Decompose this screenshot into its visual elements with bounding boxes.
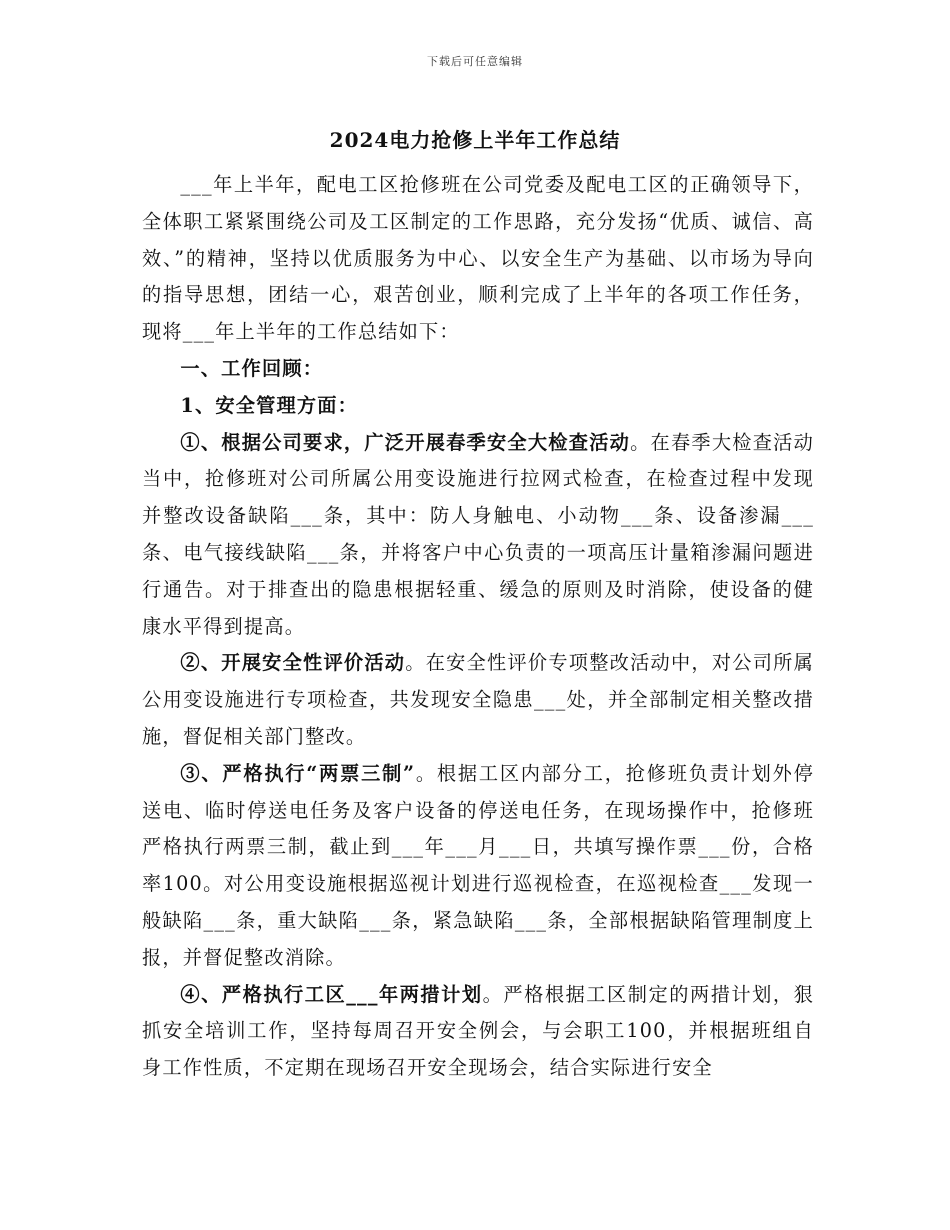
item-text: 。严格根据工区制定的两措计划，狠抓安全培训工作，坚持每周召开安全例会，与会职工100，并根据班组自身工作性质，不定期在现场召开安全现场会，结合实际进行安全 (142, 982, 815, 1080)
item-paragraph (142, 756, 814, 977)
document-body (142, 167, 814, 1087)
subsection-heading: 1、安全管理方面： (180, 393, 359, 417)
item-lead: ④、严格执行工区___年两措计划 (180, 982, 483, 1006)
section-heading: 一、工作回顾： (180, 356, 324, 380)
item-lead: ①、根据公司要求，广泛开展春季安全大检查活动 (180, 430, 631, 454)
item-paragraph (142, 977, 814, 1087)
item-lead: ②、开展安全性评价活动 (180, 651, 406, 675)
item-text: 。根据工区内部分工，抢修班负责计划外停送电、临时停送电任务及客户设备的停送电任务，在现场操作中，抢修班严格执行两票三制，截止到___年___月___日，共填写操作票___份，合格率100。对公用变设施根据巡视计划进行巡视检查，在巡视检查___发现一般缺陷___条，重大缺陷___条，紧急缺陷___条，全部根据缺陷管理制度上报，并督促整改消除。 (142, 761, 814, 969)
document-title: 2024电力抢修上半年工作总结 (329, 128, 621, 152)
item-text: 。在春季大检查活动当中，抢修班对公司所属公用变设施进行拉网式检查，在检查过程中发现并整改设备缺陷___条，其中：防人身触电、小动物___条、设备渗漏___条、电气接线缺陷___条，并将客户中心负责的一项高压计量箱渗漏问题进行通告。对于排查出的隐患根据轻重、缓急的原则及时消除，使设备的健康水平得到提高。 (142, 430, 814, 638)
intro-paragraph: ___年上半年，配电工区抢修班在公司党委及配电工区的正确领导下，全体职工紧紧围绕公司及工区制定的工作思路，充分发扬“优质、诚信、高效、”的精神，坚持以优质服务为中心、以安全生产为基础、以市场为导向的指导思想，团结一心，艰苦创业，顺利完成了上半年的各项工作任务，现将___年上半年的工作总结如下： (142, 173, 814, 344)
item-lead: ③、严格执行“两票三制” (180, 761, 416, 785)
item-text: 。在安全性评价专项整改活动中，对公司所属公用变设施进行专项检查，共发现安全隐患___处，并全部制定相关整改措施，督促相关部门整改。 (142, 651, 815, 748)
header-note: 下载后可任意编辑 (427, 55, 523, 68)
item-paragraph (142, 645, 814, 755)
item-paragraph (142, 425, 814, 646)
